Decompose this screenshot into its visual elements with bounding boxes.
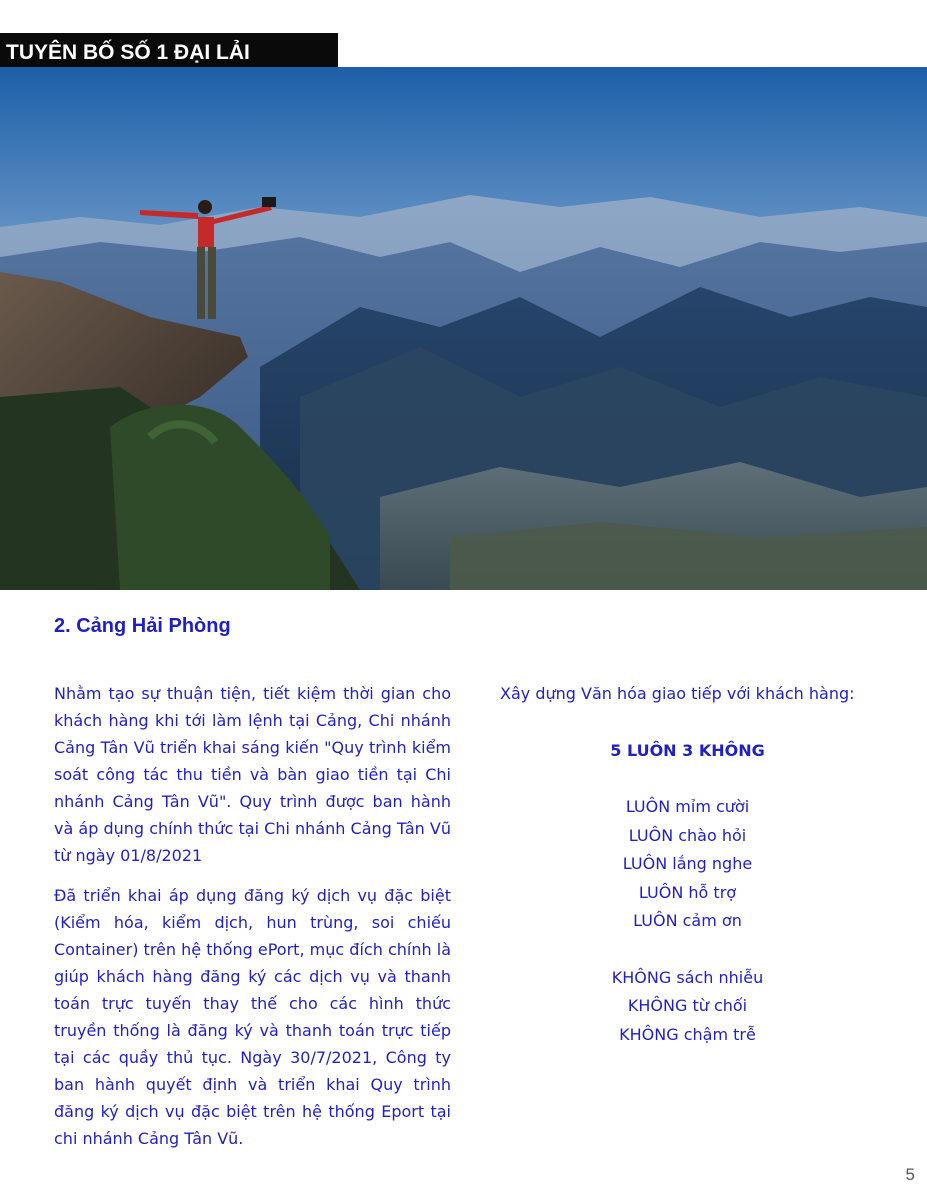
motto-heading: 5 LUÔN 3 KHÔNG — [610, 740, 765, 760]
list-item: KHÔNG từ chối — [627, 996, 748, 1015]
right-column — [495, 680, 875, 1049]
paragraph-receipts-process: Nhằm tạo sự thuận tiện, tiết kiệm thời gian cho khách hàng khi tới làm lệnh tại Cảng, Chi nhánh Cảng Tân Vũ triển khai sáng kiến "Quy trình kiểm soát công tác thu tiền và bàn giao tiền tại Chi nhánh Cảng Tân Vũ". Quy trình được ban hành và áp dụng chính thức tại Chi nhánh Cảng Tân Vũ từ ngày 01/8/2021 — [54, 684, 451, 865]
culture-intro: Xây dựng Văn hóa giao tiếp với khách hàng: — [500, 684, 855, 703]
list-item: LUÔN mỉm cười — [625, 797, 750, 816]
list-item: LUÔN chào hỏi — [628, 825, 747, 845]
paragraph-eport-services: Đã triển khai áp dụng đăng ký dịch vụ đặc biệt (Kiểm hóa, kiểm dịch, hun trùng, soi chiếu Container) trên hệ thống ePort, mục đích chính là giúp khách hàng đăng ký các dịch vụ và thanh toán trực tuyến thay thế cho các hình thức truyền thống là đăng ký và thanh toán trực tiếp tại các quầy thủ tục. Ngày 30/7/2021, Công ty ban hành quyết định và triển khai Quy trình đăng ký dịch vụ đặc biệt trên hệ thống Eport tại chi nhánh Cảng Tân Vũ. — [54, 886, 451, 1148]
khong-list — [495, 964, 875, 1050]
mountain-landscape-photo — [0, 67, 927, 590]
luon-list — [495, 793, 875, 936]
list-item: LUÔN cảm ơn — [633, 911, 742, 930]
header-title: TUYÊN BỐ SỐ 1 ĐẠI LẢI — [0, 33, 338, 67]
list-item: LUÔN lắng nghe — [622, 854, 753, 873]
left-column — [54, 680, 451, 1165]
list-item: KHÔNG sách nhiễu — [611, 967, 764, 987]
list-item: LUÔN hỗ trợ — [638, 882, 737, 902]
list-item: KHÔNG chậm trễ — [619, 1024, 756, 1044]
page-number: 5 — [905, 1165, 915, 1184]
section-title: 2. Cảng Hải Phòng — [54, 615, 231, 637]
